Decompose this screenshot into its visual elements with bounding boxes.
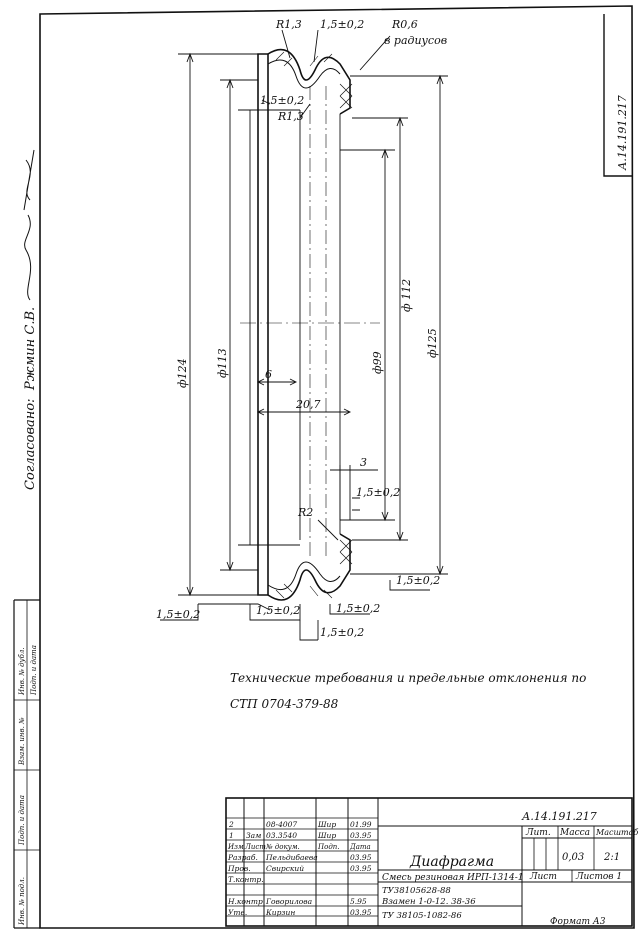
dimension-lines	[160, 30, 448, 640]
dim-d112: ф 112	[400, 278, 413, 312]
rev-sign: Шир	[318, 820, 337, 829]
dim-w6: 6	[265, 368, 272, 381]
rev-doc: 08-4007	[266, 820, 298, 829]
role-label: Т.контр.	[228, 875, 264, 884]
mass-value: 0,03	[562, 852, 585, 863]
role-name: Говорилова	[266, 897, 313, 906]
scale-value: 2:1	[604, 852, 621, 863]
format-label: Формат А3	[550, 917, 606, 927]
hdr-doc: № докум.	[266, 843, 300, 851]
spec-2: Взамен 1-0-12. 38-36	[382, 897, 476, 907]
side-stamp-label: Инв. № подл.	[18, 877, 26, 925]
approval-signature	[24, 150, 34, 300]
role-label: Разраб.	[228, 853, 258, 862]
col-lit: Лит.	[526, 828, 551, 838]
side-stamp-label: Подп. и дата	[18, 795, 26, 845]
role-date: 03.95	[350, 853, 372, 862]
part-title: Диафрагма	[410, 854, 495, 870]
requirements-line-1: Технические требования и предельные отклонения по	[230, 671, 587, 685]
rev-sign: Шир	[318, 831, 337, 840]
role-name: Кирзин	[266, 908, 296, 917]
role-name: Свирский	[266, 864, 305, 873]
dim-w3: 3	[360, 456, 367, 469]
dim-r06-note: в радиусов	[384, 34, 448, 47]
dim-w207: 20,7	[296, 398, 321, 411]
rev-list: Зам	[246, 831, 262, 840]
dimension-labels	[156, 18, 447, 639]
role-date: 03.95	[350, 864, 372, 873]
drawing-number-stamp: А.14.191.217	[616, 95, 629, 170]
dim-r13-top: R1,3	[276, 18, 302, 31]
hdr-date: Дата	[350, 843, 371, 851]
dim-d125: ф125	[426, 328, 439, 358]
side-stamp	[18, 645, 38, 926]
rev-date: 01.99	[350, 820, 372, 829]
side-stamp-label: Взам. инв. №	[18, 717, 26, 765]
spec-1: ТУ38105628-88	[382, 886, 451, 896]
technical-requirements	[230, 671, 586, 711]
role-label: Пров.	[228, 864, 251, 873]
dim-tol-bottom-a: 1,5±0,2	[256, 604, 301, 617]
role-label: Н.контр.	[228, 897, 266, 906]
spec-3: ТУ 38105-1082-86	[382, 911, 462, 921]
dim-tol-bottom-b: 1,5±0,2	[336, 602, 381, 615]
dim-tol-bottom-c: 1,5±0,2	[320, 626, 365, 639]
material: Смесь резиновая ИРП-1314-1	[382, 873, 524, 883]
dim-d124: ф124	[176, 358, 189, 388]
title-block-text	[227, 810, 638, 927]
col-mass: Масса	[560, 828, 591, 838]
rev-doc: 03.3540	[266, 831, 298, 840]
dim-d113: ф113	[216, 348, 229, 378]
hdr-list: Лист	[245, 843, 266, 851]
dim-tol-left-top: 1,5±0,2	[260, 94, 305, 107]
hdr-sign: Подп.	[318, 843, 340, 851]
dim-r2: R2	[298, 506, 314, 519]
rev-izm: 1	[229, 831, 234, 840]
rev-date: 03.95	[350, 831, 372, 840]
rev-izm: 2	[229, 820, 234, 829]
dim-d99: ф99	[371, 351, 384, 374]
dim-r13-mid: R1,3	[278, 110, 304, 123]
role-date: 03.95	[350, 908, 372, 917]
dim-tol-top: 1,5±0,2	[320, 18, 365, 31]
sheet-label: Лист	[530, 872, 557, 882]
dim-tol-left-bottom: 1,5±0,2	[156, 608, 201, 621]
sheets-label: Листов 1	[576, 872, 623, 882]
hdr-izm: Изм	[228, 843, 244, 851]
doc-number: А.14.191.217	[522, 810, 597, 823]
approval-label: Согласовано:	[23, 398, 38, 490]
approval-person: Ржмин С.В.	[23, 306, 38, 390]
approval-block	[23, 150, 38, 490]
role-date: 5.95	[350, 897, 367, 906]
role-label: Утв.	[228, 908, 248, 917]
side-stamp-label: Инв. № дубл.	[18, 647, 26, 695]
sheet-frame	[14, 6, 634, 928]
requirements-line-2: СТП 0704-379-88	[230, 697, 339, 711]
dim-tol-right-bottom: 1,5±0,2	[396, 574, 441, 587]
dim-r06: R0,6	[392, 18, 418, 31]
role-name: Пельдибаева	[266, 853, 318, 862]
side-stamp-label: Подп. и дата	[30, 645, 38, 695]
dim-tol-mid: 1,5±0,2	[356, 486, 401, 499]
col-scale: Масштаб	[596, 828, 639, 837]
